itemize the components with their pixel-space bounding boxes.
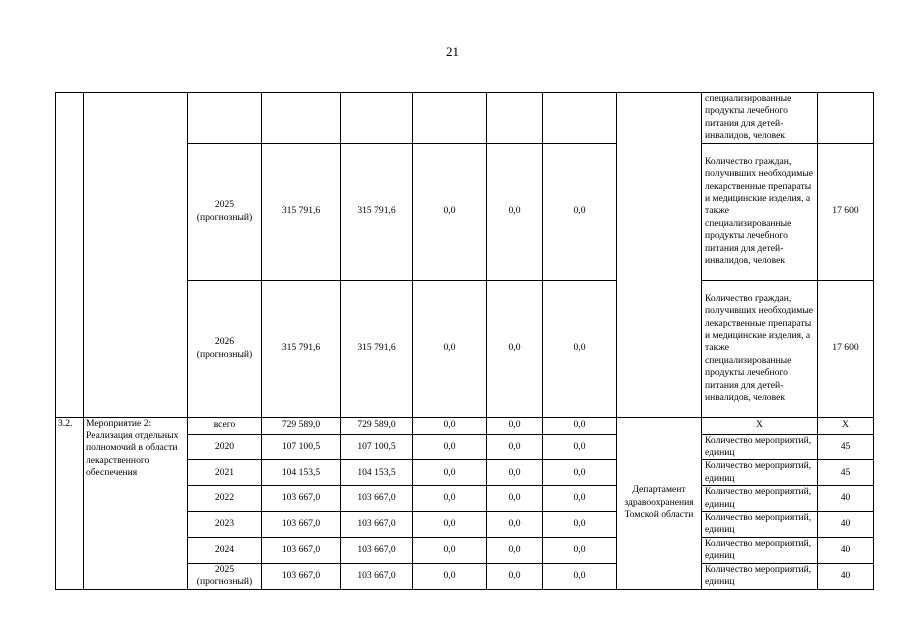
value-cell: 0,0 [413, 143, 487, 280]
value-cell: 0,0 [543, 280, 617, 417]
value-cell: 104 153,5 [262, 460, 341, 486]
value-cell: 315 791,6 [262, 280, 341, 417]
value-cell: 315 791,6 [341, 280, 413, 417]
value-cell: 103 667,0 [341, 486, 413, 512]
target-cell: 45 [818, 460, 874, 486]
value-cell: 0,0 [487, 460, 543, 486]
target-cell: 40 [818, 563, 874, 589]
value-cell: 103 667,0 [341, 512, 413, 538]
value-cell: 0,0 [413, 512, 487, 538]
year-cell: 2022 [188, 486, 262, 512]
value-cell: 103 667,0 [341, 537, 413, 563]
indicator-cell: специализированные продукты лечебного питания для детей-инвалидов, человек [702, 93, 818, 144]
target-cell: 17 600 [818, 280, 874, 417]
value-cell: 0,0 [487, 434, 543, 460]
target-cell: 17 600 [818, 143, 874, 280]
value-cell: 0,0 [413, 537, 487, 563]
page-number: 21 [446, 44, 459, 59]
value-cell: 0,0 [487, 417, 543, 434]
value-cell: 315 791,6 [262, 143, 341, 280]
value-cell: 0,0 [543, 512, 617, 538]
section-number: 3.2. [56, 417, 84, 589]
table-row [56, 93, 874, 144]
value-cell: 0,0 [543, 434, 617, 460]
value-cell: 0,0 [543, 460, 617, 486]
value-cell: 103 667,0 [262, 563, 341, 589]
value-cell: 315 791,6 [341, 143, 413, 280]
indicator-cell: Количество мероприятий, единиц [702, 486, 818, 512]
value-cell: 0,0 [413, 434, 487, 460]
value-cell: 0,0 [487, 563, 543, 589]
value-cell: 729 589,0 [341, 417, 413, 434]
value-cell: 103 667,0 [262, 537, 341, 563]
year-cell: 2023 [188, 512, 262, 538]
value-cell: 0,0 [543, 417, 617, 434]
program-table [55, 92, 874, 590]
section-name: Мероприятие 2: Реализация отдельных полномочий в области лекарственного обеспечения [84, 417, 188, 589]
year-cell: всего [188, 417, 262, 434]
target-cell: 40 [818, 512, 874, 538]
target-cell: 40 [818, 486, 874, 512]
indicator-cell: Количество граждан, получивших необходимые лекарственные препараты и медицинские изделия, а также специализированные продукты лечебного питания для детей-инвалидов, человек [702, 143, 818, 280]
value-cell: 0,0 [543, 486, 617, 512]
value-cell: 107 100,5 [262, 434, 341, 460]
value-cell: 0,0 [487, 486, 543, 512]
indicator-cell: Количество мероприятий, единиц [702, 563, 818, 589]
year-cell: 2025 (прогнозный) [188, 143, 262, 280]
value-cell: 103 667,0 [262, 486, 341, 512]
year-cell: 2020 [188, 434, 262, 460]
value-cell: 0,0 [543, 537, 617, 563]
value-cell: 729 589,0 [262, 417, 341, 434]
year-cell: 2026 (прогнозный) [188, 280, 262, 417]
value-cell: 103 667,0 [262, 512, 341, 538]
value-cell: 0,0 [413, 486, 487, 512]
indicator-cell: Количество мероприятий, единиц [702, 460, 818, 486]
table-row [56, 417, 874, 434]
year-cell: 2021 [188, 460, 262, 486]
value-cell: 0,0 [487, 512, 543, 538]
value-cell: 0,0 [543, 563, 617, 589]
indicator-cell: Количество мероприятий, единиц [702, 434, 818, 460]
value-cell: 107 100,5 [341, 434, 413, 460]
value-cell: 104 153,5 [341, 460, 413, 486]
year-cell: 2024 [188, 537, 262, 563]
year-cell: 2025 (прогнозный) [188, 563, 262, 589]
value-cell: 0,0 [413, 417, 487, 434]
indicator-cell: Количество мероприятий, единиц [702, 537, 818, 563]
value-cell: 0,0 [487, 143, 543, 280]
value-cell: 0,0 [413, 563, 487, 589]
indicator-cell: Количество граждан, получивших необходимые лекарственные препараты и медицинские изделия, а также специализированные продукты лечебного питания для детей-инвалидов, человек [702, 280, 818, 417]
value-cell: 0,0 [413, 280, 487, 417]
executor-cell: Департамент здравоохранения Томской области [617, 417, 702, 589]
target-cell: 40 [818, 537, 874, 563]
value-cell: 0,0 [543, 143, 617, 280]
value-cell: 103 667,0 [341, 563, 413, 589]
value-cell: 0,0 [487, 280, 543, 417]
indicator-cell: Количество мероприятий, единиц [702, 512, 818, 538]
target-cell: X [818, 417, 874, 434]
value-cell: 0,0 [413, 460, 487, 486]
target-cell: 45 [818, 434, 874, 460]
value-cell: 0,0 [487, 537, 543, 563]
indicator-cell: X [702, 417, 818, 434]
